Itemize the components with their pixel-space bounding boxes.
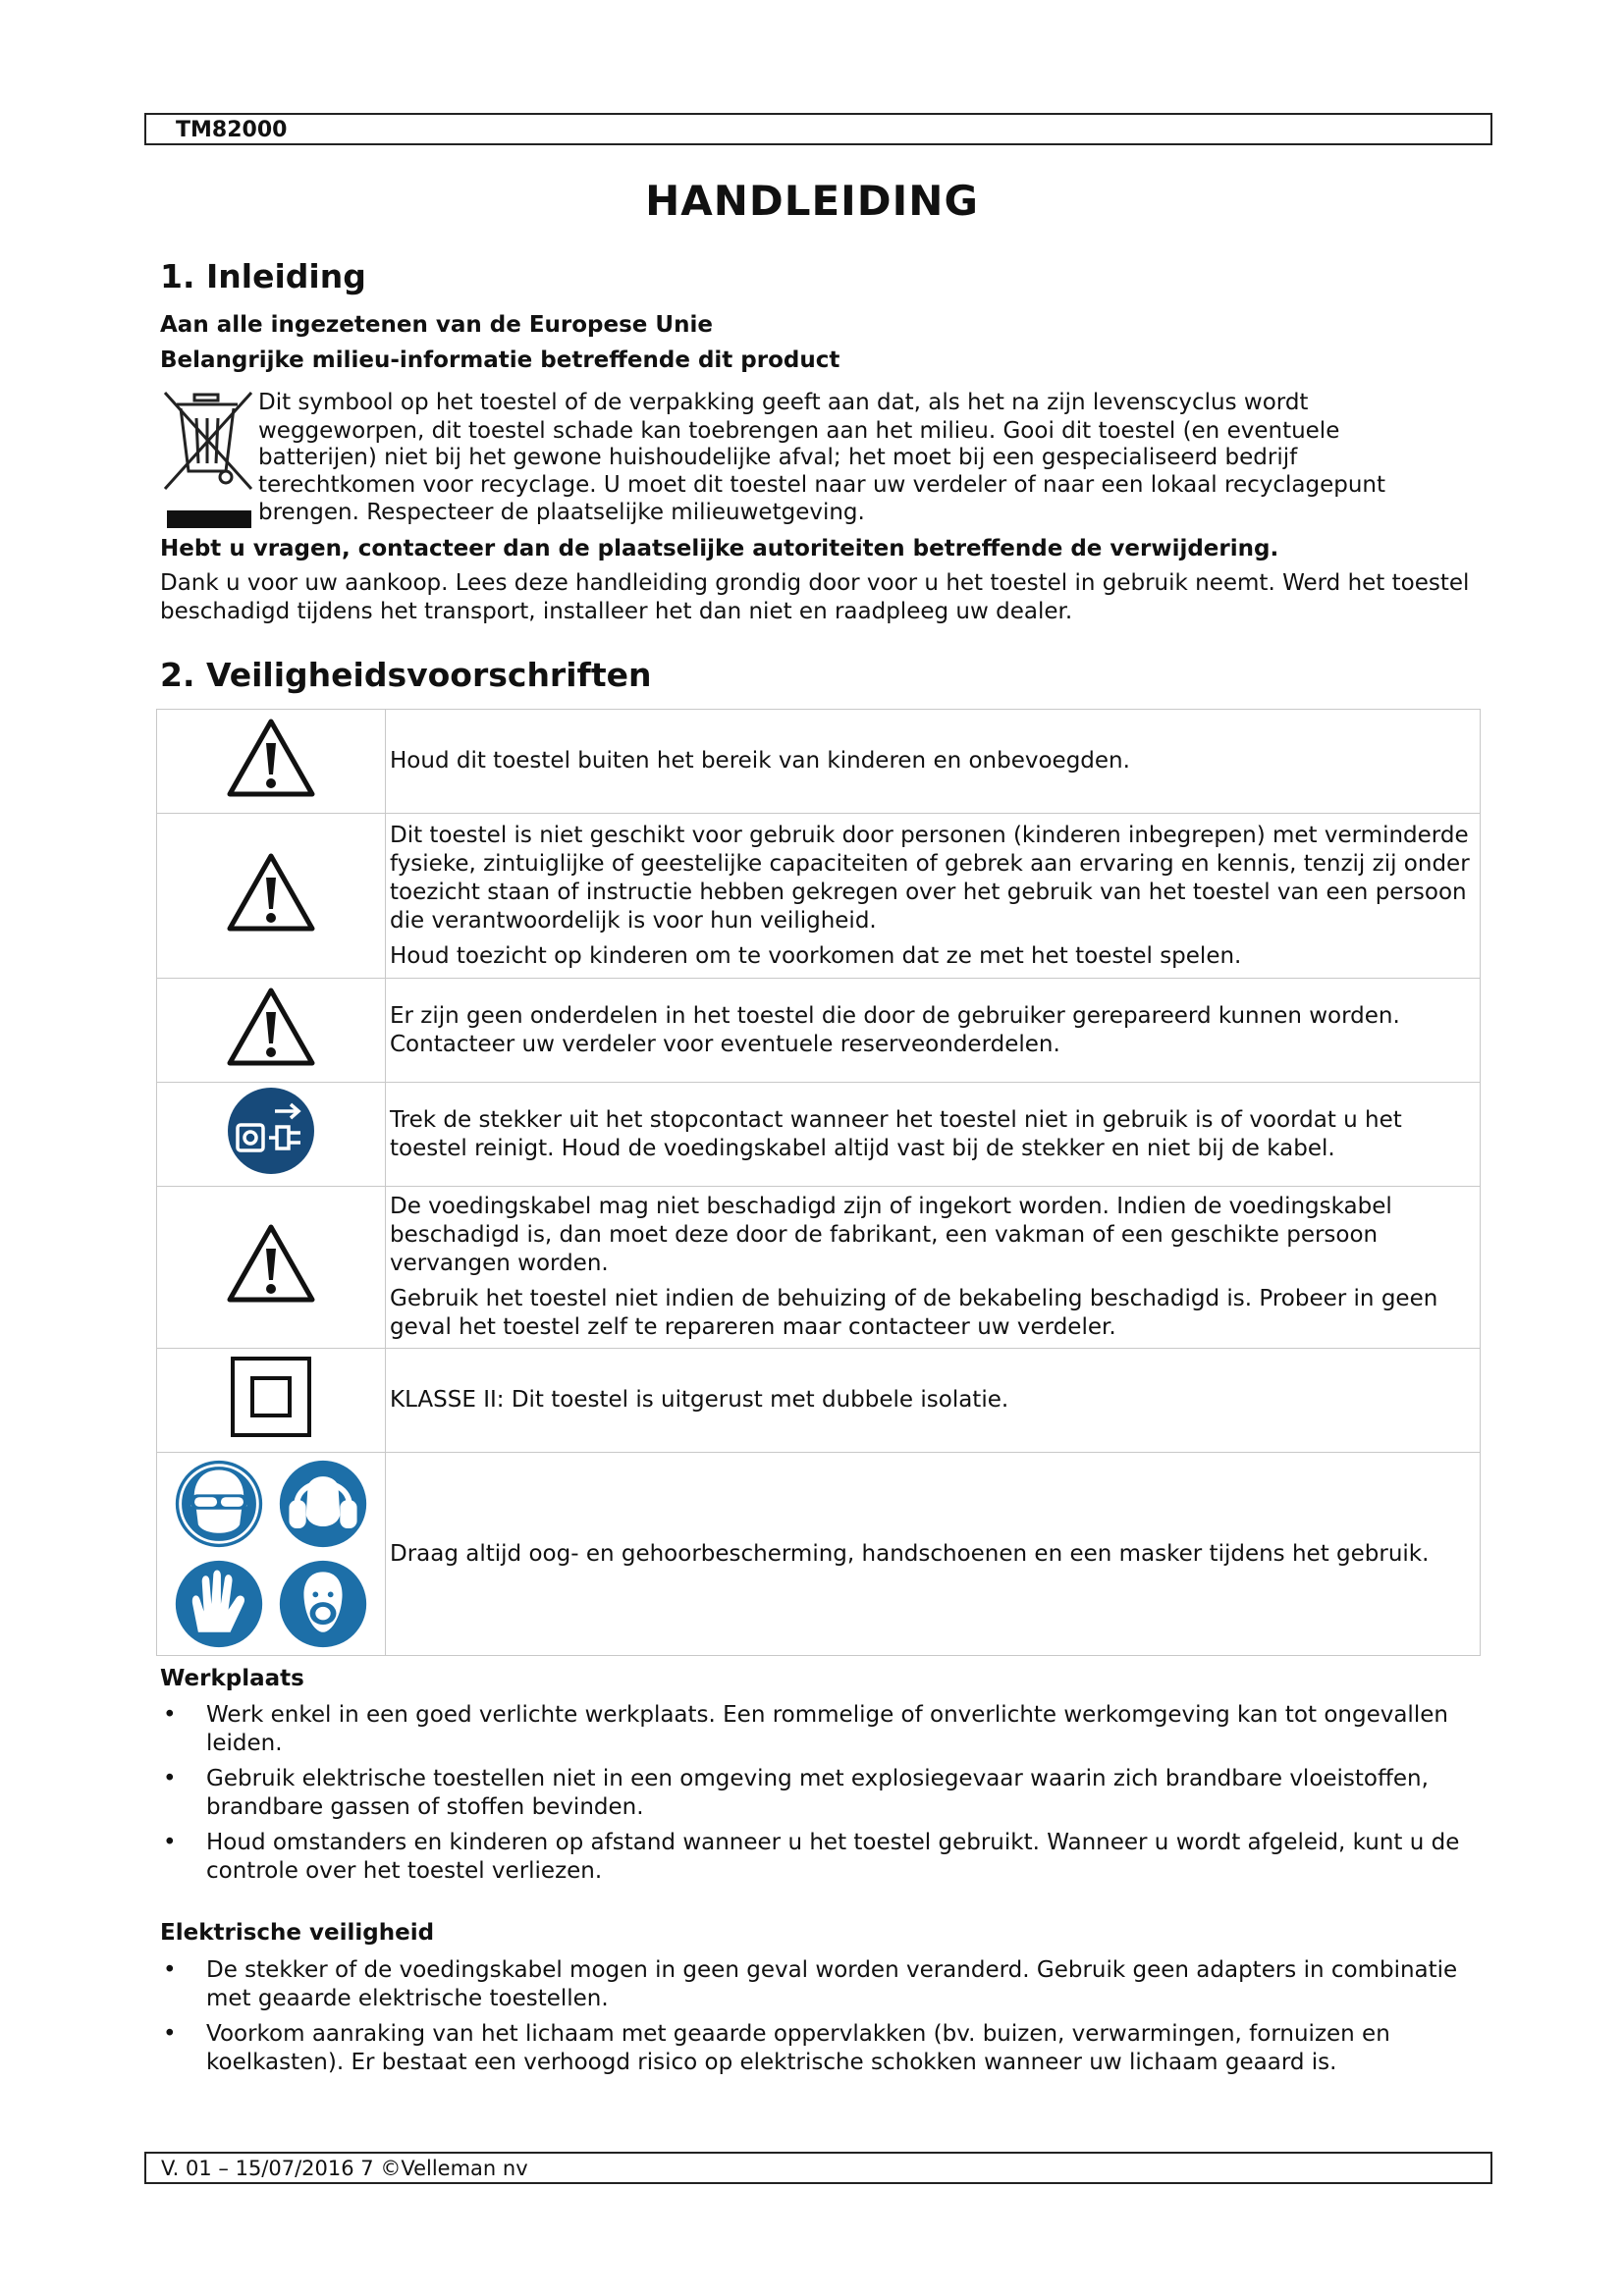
gloves-icon [170, 1557, 268, 1651]
environment-subheading: Belangrijke milieu-informatie betreffende dit product [160, 347, 840, 373]
ppe-icons [161, 1457, 381, 1651]
safety-text: Gebruik het toestel niet indien de behuizing of de bekabeling beschadigd is. Probeer in geen geval het toestel zelf te repareren maar contacteer uw verdeler. [390, 1286, 1438, 1340]
list-item: • Werk enkel in een goed verlichte werkplaats. Een rommelige of onverlichte werkomgeving kan tot ongevallen leiden. [160, 1701, 1486, 1758]
header-bar [144, 113, 1492, 145]
warning-icon [226, 987, 316, 1067]
safety-row [157, 1453, 1481, 1656]
list-item: • Voorkom aanraking van het lichaam met geaarde oppervlakken (bv. buizen, verwarmingen, fornuizen en koelkasten). Er bestaat een verhoogd risico op elektrische schokken wanneer uw lichaam geaard is. [160, 2020, 1486, 2077]
weee-line: batterijen) niet bij het gewone huishoudelijke afval; het moet bij een gespecialiseerd bedrijf [258, 445, 1298, 470]
electrical-heading: Elektrische veiligheid [160, 1920, 435, 1946]
ear-protection-icon [274, 1457, 372, 1551]
warning-icon [226, 718, 316, 798]
footer-text: V. 01 – 15/07/2016 7 ©Velleman nv [161, 2157, 528, 2180]
weee-line: terechtkomen voor recyclage. U moet dit toestel naar uw verdeler of naar een lokaal recyclagepunt [258, 472, 1386, 498]
model-number: TM82000 [176, 118, 288, 142]
weee-line: weggeworpen, dit toestel schade kan toebrengen aan het milieu. Gooi dit toestel (en eventuele [258, 418, 1340, 444]
page-title: HANDLEIDING [645, 177, 979, 225]
class-ii-icon [229, 1355, 313, 1439]
safety-row [157, 814, 1481, 979]
section-2-heading: 2. Veiligheidsvoorschriften [160, 656, 652, 694]
eu-subheading: Aan alle ingezetenen van de Europese Unie [160, 312, 713, 338]
thanks-paragraph: Dank u voor uw aankoop. Lees deze handleiding grondig door voor u het toestel in gebruik neemt. Werd het toestel beschadigd tijdens het transport, installeer het dan niet en raadpleeg uw dealer. [160, 570, 1470, 624]
safety-text: KLASSE II: Dit toestel is uitgerust met dubbele isolatie. [390, 1387, 1009, 1413]
weee-bin-icon [161, 391, 255, 493]
safety-row [157, 1187, 1481, 1349]
list-item: • Gebruik elektrische toestellen niet in een omgeving met explosiegevaar waarin zich brandbare vloeistoffen, brandbare gassen of stoffen bevinden. [160, 1765, 1486, 1822]
weee-black-bar [167, 510, 251, 528]
safety-text: Draag altijd oog- en gehoorbescherming, handschoenen en een masker tijdens het gebruik. [390, 1540, 1430, 1567]
unplug-icon [226, 1086, 316, 1176]
warning-icon [226, 852, 316, 933]
safety-text: Houd dit toestel buiten het bereik van kinderen en onbevoegden. [390, 748, 1130, 774]
safety-row [157, 710, 1481, 814]
mask-icon [274, 1557, 372, 1651]
list-item: • De stekker of de voedingskabel mogen in geen geval worden veranderd. Gebruik geen adapters in combinatie met geaarde elektrische toestellen. [160, 1956, 1486, 2013]
safety-row [157, 1083, 1481, 1187]
list-item: • Houd omstanders en kinderen op afstand wanneer u het toestel gebruikt. Wanneer u wordt afgeleid, kunt u de controle over het toestel verliezen. [160, 1829, 1486, 1886]
warning-icon [226, 1223, 316, 1304]
workplace-list [160, 1701, 1486, 1893]
weee-line: brengen. Respecteer de plaatselijke milieuwetgeving. [258, 500, 865, 525]
safety-text: Trek de stekker uit het stopcontact wanneer het toestel niet in gebruik is of voordat u het toestel reinigt. Houd de voedingskabel altijd vast bij de stekker en niet bij de kabel. [390, 1106, 1402, 1161]
safety-text: De voedingskabel mag niet beschadigd zijn of ingekort worden. Indien de voedingskabel beschadigd is, dan moet deze door de fabrikant, een vakman of een geschikte persoon vervangen worden. [390, 1194, 1392, 1276]
electrical-list [160, 1956, 1486, 2084]
footer-bar [144, 2152, 1492, 2184]
safety-text: Er zijn geen onderdelen in het toestel die door de gebruiker gerepareerd kunnen worden. Contacteer uw verdeler voor eventuele reserveonderdelen. [390, 1002, 1400, 1057]
safety-text: Houd toezicht op kinderen om te voorkomen dat ze met het toestel spelen. [390, 942, 1242, 969]
safety-table [156, 709, 1481, 1656]
weee-line: Dit symbool op het toestel of de verpakking geeft aan dat, als het na zijn levenscyclus wordt [258, 390, 1309, 415]
workplace-heading: Werkplaats [160, 1666, 304, 1691]
safety-text: Dit toestel is niet geschikt voor gebruik door personen (kinderen inbegrepen) met verminderde fysieke, zintuiglijke of geestelijke capaciteiten of gebrek aan ervaring en kennis, tenzij zij onder toezicht staan of instructie hebben gekregen over het gebruik van het toestel van een persoon die verantwoordelijk is voor hun veiligheid. [390, 822, 1470, 934]
safety-row [157, 1349, 1481, 1453]
contact-authorities: Hebt u vragen, contacteer dan de plaatselijke autoriteiten betreffende de verwijdering. [160, 536, 1279, 561]
eye-protection-icon [170, 1457, 268, 1551]
section-1-heading: 1. Inleiding [160, 257, 366, 295]
safety-row [157, 979, 1481, 1083]
